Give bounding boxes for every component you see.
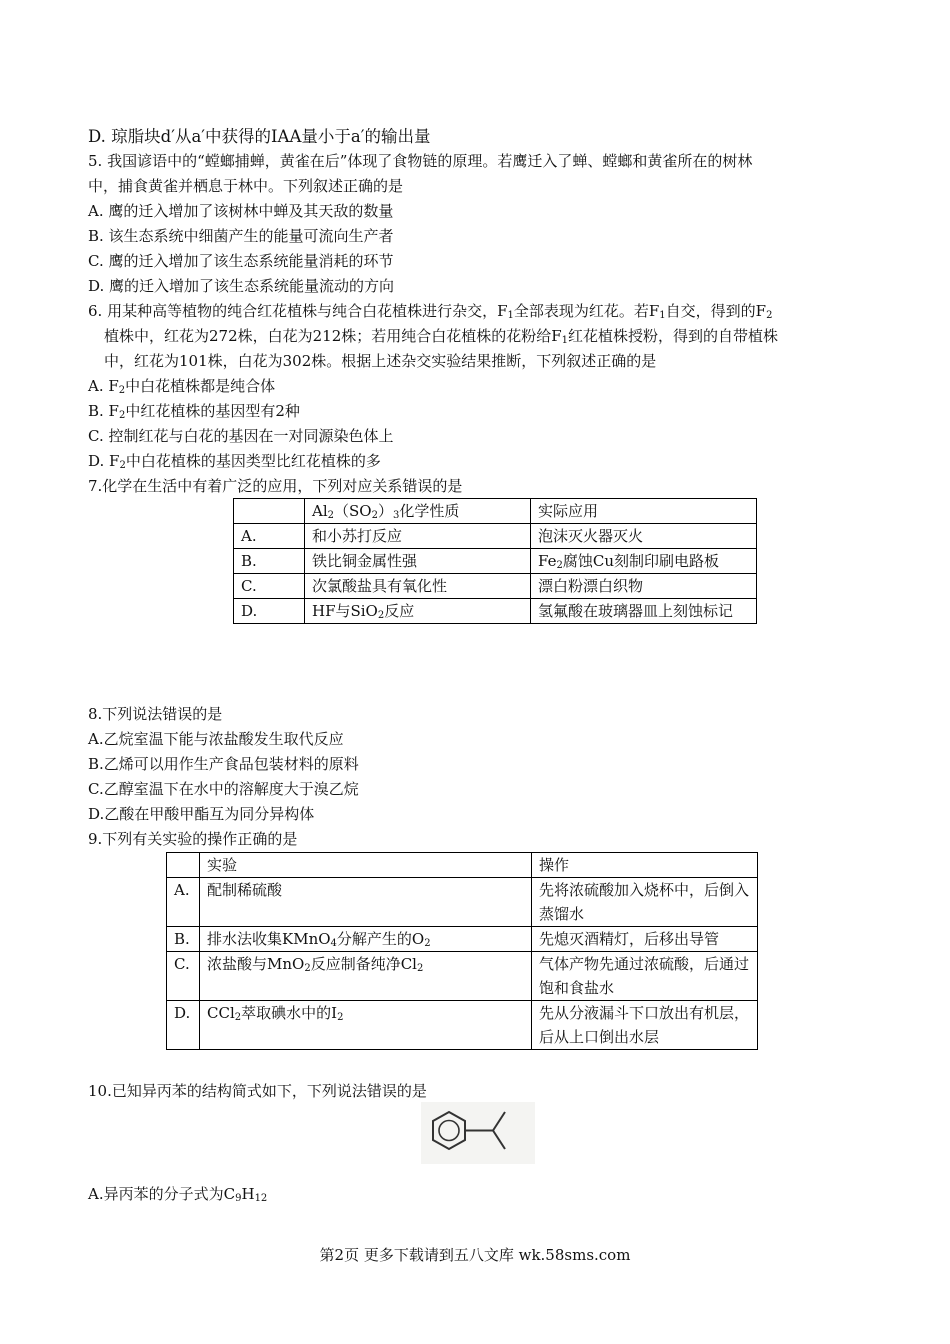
q8-option-d: D.乙酸在甲酸甲酯互为同分异构体 <box>88 805 315 823</box>
table-cell: 氢氟酸在玻璃器皿上刻蚀标记 <box>531 599 757 624</box>
q8-option-c: C.乙醇室温下在水中的溶解度大于溴乙烷 <box>88 780 359 798</box>
isopropylbenzene-structure <box>421 1102 535 1164</box>
q6-stem-line3: 中，红花为101株，白花为302株。根据上述杂交实验结果推断，下列叙述正确的是 <box>104 352 657 370</box>
table-row <box>167 853 758 878</box>
q5-option-d: D. 鹰的迁入增加了该生态系统能量流动的方向 <box>88 277 395 295</box>
table-cell: 和小苏打反应 <box>305 524 531 549</box>
table-cell: D. <box>234 599 305 624</box>
page-footer: 第2页 更多下载请到五八文库 wk.58sms.com <box>319 1246 631 1264</box>
q8-option-a: A.乙烷室温下能与浓盐酸发生取代反应 <box>88 730 344 748</box>
table-cell: 先从分液漏斗下口放出有机层，后从上口倒出水层 <box>532 1001 758 1050</box>
table-cell: 次氯酸盐具有氧化性 <box>305 574 531 599</box>
table-cell: D. <box>167 1001 200 1050</box>
table-header-cell: 操作 <box>532 853 758 878</box>
table-cell: 排水法收集KMnO$_4$分解产生的$O_2$ <box>200 927 532 952</box>
table-cell: 漂白粉漂白织物 <box>531 574 757 599</box>
q7-stem: 7.化学在生活中有着广泛的应用，下列对应关系错误的是 <box>88 477 463 495</box>
table-row <box>167 878 758 927</box>
table-cell: 配制稀硫酸 <box>200 878 532 927</box>
table-cell: B. <box>234 549 305 574</box>
table-cell: 先熄灭酒精灯，后移出导管 <box>532 927 758 952</box>
table-cell: C. <box>234 574 305 599</box>
q6-stem-line2: 植株中，红花为272株，白花为212株；若用纯合白花植株的花粉给$F_1$红花植株授粉，得到的自带植株 <box>104 327 779 346</box>
q6-option-d: D. $F_2$中白花植株的基因类型比红花植株的多 <box>88 452 381 471</box>
table-row <box>234 574 757 599</box>
q4-option-d: D. 琼脂块d′从a′中获得的IAA量小于a′的输出量 <box>88 127 431 146</box>
q5-option-c: C. 鹰的迁入增加了该生态系统能量消耗的环节 <box>88 252 394 270</box>
table-cell: C. <box>167 952 200 1001</box>
table-cell: CCl$_2$萃取碘水中的$I_2$ <box>200 1001 532 1050</box>
table-row <box>167 1001 758 1050</box>
table-header-cell: 实际应用 <box>531 499 757 524</box>
q6-option-a: A. $F_2$中白花植株都是纯合体 <box>88 377 276 396</box>
table-header-cell: 实验 <box>200 853 532 878</box>
table-row <box>167 927 758 952</box>
q6-option-c: C. 控制红花与白花的基因在一对同源染色体上 <box>88 427 394 445</box>
q5-option-b: B. 该生态系统中细菌产生的能量可流向生产者 <box>88 227 394 245</box>
table-cell: B. <box>167 927 200 952</box>
benzene-ring-icon <box>421 1102 535 1164</box>
table-cell: 铁比铜金属性强 <box>305 549 531 574</box>
table-row <box>167 952 758 1001</box>
q9-stem: 9.下列有关实验的操作正确的是 <box>88 830 298 848</box>
table-cell: 气体产物先通过浓硫酸，后通过饱和食盐水 <box>532 952 758 1001</box>
table-row <box>234 599 757 624</box>
table-cell: A. <box>234 524 305 549</box>
table-cell: HF与SiO$_2$反应 <box>305 599 531 624</box>
table-row <box>234 524 757 549</box>
q6-stem-line1: 6. 用某种高等植物的纯合红花植株与纯合白花植株进行杂交，$F_1$全部表现为红花。若$F_1$自交，得到的$F_2$ <box>88 302 773 321</box>
table-cell: $Fe_2$腐蚀Cu刻制印刷电路板 <box>531 549 757 574</box>
q5-stem-line2: 中，捕食黄雀并栖息于林中。下列叙述正确的是 <box>88 177 404 195</box>
q8-stem: 8.下列说法错误的是 <box>88 705 223 723</box>
table-row <box>234 549 757 574</box>
table-header-cell: $Al_2(SO_2)_3$化学性质 <box>305 499 531 524</box>
q7-table <box>233 498 757 624</box>
table-cell: 浓盐酸与MnO$_2$反应制备纯净$Cl_2$ <box>200 952 532 1001</box>
q8-option-b: B.乙烯可以用作生产食品包装材料的原料 <box>88 755 359 773</box>
q5-option-a: A. 鹰的迁入增加了该树林中蝉及其天敌的数量 <box>88 202 394 220</box>
q6-option-b: B. $F_2$中红花植株的基因型有2种 <box>88 402 300 421</box>
q10-stem: 10.已知异丙苯的结构简式如下，下列说法错误的是 <box>88 1082 427 1100</box>
table-cell: 先将浓硫酸加入烧杯中，后倒入蒸馏水 <box>532 878 758 927</box>
q9-table <box>166 852 758 1050</box>
q5-stem-line1: 5. 我国谚语中的“螳螂捕蝉，黄雀在后”体现了食物链的原理。若鹰迁入了蝉、螳螂和黄雀所在的树林 <box>88 152 753 170</box>
table-cell: A. <box>167 878 200 927</box>
q10-option-a: A.异丙苯的分子式为$C_9H_{12}$ <box>88 1185 268 1204</box>
table-row <box>234 499 757 524</box>
table-cell: 泡沫灭火器灭火 <box>531 524 757 549</box>
